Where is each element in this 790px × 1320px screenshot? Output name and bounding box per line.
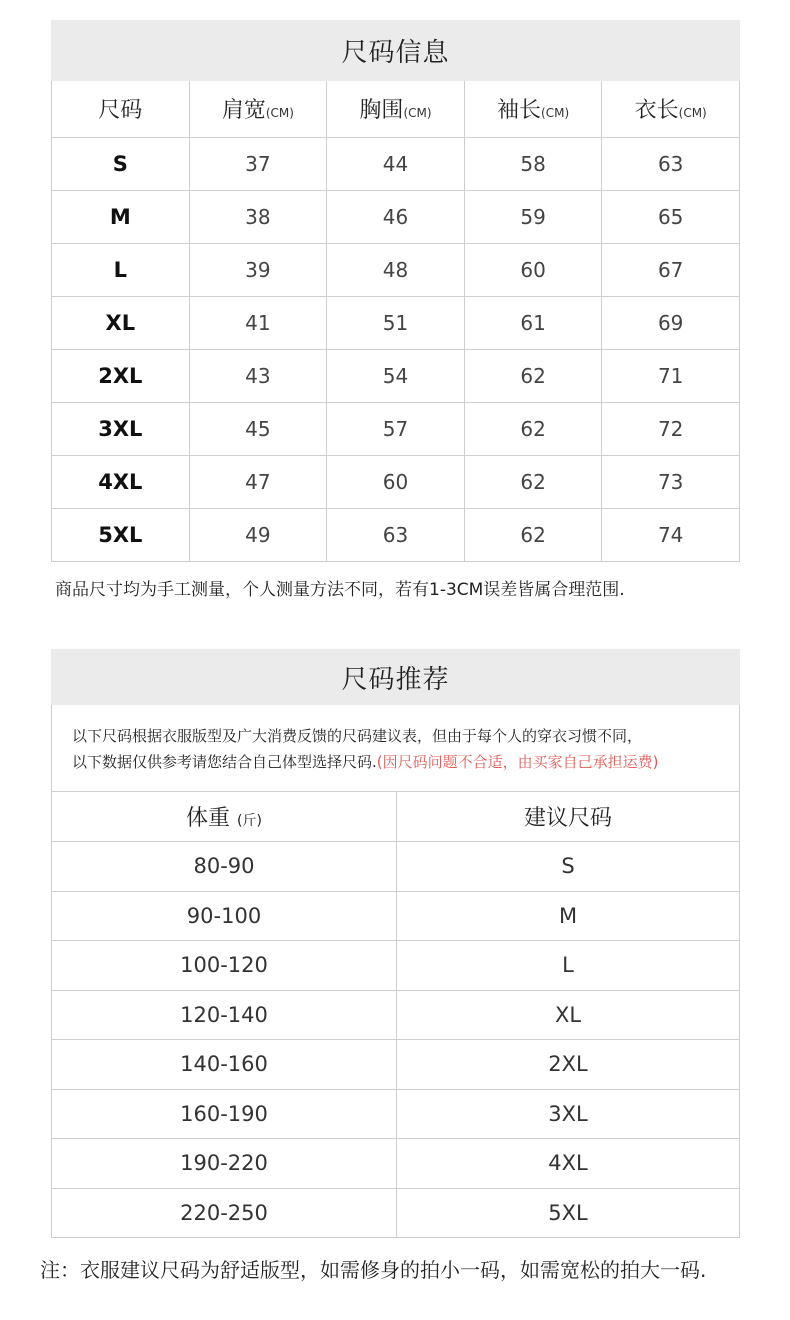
measurement-cell: 74	[602, 508, 740, 561]
size-label-cell: S	[52, 137, 190, 190]
size-info-table	[51, 81, 740, 562]
measurement-cell: 58	[464, 137, 602, 190]
measurement-cell: 41	[189, 296, 327, 349]
weight-range-cell: 100-120	[52, 941, 397, 991]
header-size: 尺码	[52, 81, 190, 137]
measurement-cell: 62	[464, 349, 602, 402]
measurement-cell: 38	[189, 190, 327, 243]
size-table-header-row	[52, 81, 740, 137]
table-row	[52, 190, 740, 243]
table-row	[52, 455, 740, 508]
measurement-cell: 63	[602, 137, 740, 190]
measurement-cell: 49	[189, 508, 327, 561]
shipping-warning: (因尺码问题不合适，由买家自己承担运费)	[376, 753, 659, 771]
size-label-cell: 4XL	[52, 455, 190, 508]
weight-range-cell: 140-160	[52, 1040, 397, 1090]
size-label-cell: 3XL	[52, 402, 190, 455]
header-shoulder: 肩宽(CM)	[189, 81, 327, 137]
size-recommend-table	[51, 791, 740, 1238]
suggested-size-cell: 3XL	[397, 1089, 740, 1139]
recommend-description	[51, 705, 740, 792]
measurement-cell: 60	[327, 455, 465, 508]
measurement-cell: 39	[189, 243, 327, 296]
measurement-cell: 48	[327, 243, 465, 296]
size-recommend-title: 尺码推荐	[51, 649, 740, 705]
measurement-cell: 61	[464, 296, 602, 349]
table-row	[52, 349, 740, 402]
measurement-cell: 71	[602, 349, 740, 402]
table-row	[52, 842, 740, 892]
measurement-cell: 62	[464, 402, 602, 455]
suggested-size-cell: 4XL	[397, 1139, 740, 1189]
measurement-cell: 57	[327, 402, 465, 455]
measurement-cell: 60	[464, 243, 602, 296]
measurement-cell: 51	[327, 296, 465, 349]
table-row	[52, 1188, 740, 1238]
size-label-cell: 2XL	[52, 349, 190, 402]
weight-range-cell: 120-140	[52, 990, 397, 1040]
table-row	[52, 1089, 740, 1139]
measurement-cell: 45	[189, 402, 327, 455]
table-row	[52, 296, 740, 349]
measurement-cell: 59	[464, 190, 602, 243]
measurement-cell: 43	[189, 349, 327, 402]
suggested-size-cell: S	[397, 842, 740, 892]
table-row	[52, 243, 740, 296]
size-label-cell: 5XL	[52, 508, 190, 561]
header-suggested-size: 建议尺码	[397, 792, 740, 842]
size-info-title: 尺码信息	[51, 20, 740, 81]
footer-note: 注：衣服建议尺码为舒适版型，如需修身的拍小一码，如需宽松的拍大一码.	[40, 1258, 707, 1282]
header-weight: 体重 (斤)	[52, 792, 397, 842]
measurement-cell: 62	[464, 508, 602, 561]
weight-range-cell: 160-190	[52, 1089, 397, 1139]
measurement-cell: 44	[327, 137, 465, 190]
header-chest: 胸围(CM)	[327, 81, 465, 137]
weight-range-cell: 80-90	[52, 842, 397, 892]
size-label-cell: M	[52, 190, 190, 243]
header-length: 衣长(CM)	[602, 81, 740, 137]
measurement-cell: 37	[189, 137, 327, 190]
suggested-size-cell: XL	[397, 990, 740, 1040]
measurement-cell: 67	[602, 243, 740, 296]
table-row	[52, 1139, 740, 1189]
measurement-cell: 72	[602, 402, 740, 455]
measurement-cell: 73	[602, 455, 740, 508]
suggested-size-cell: L	[397, 941, 740, 991]
measurement-cell: 63	[327, 508, 465, 561]
weight-range-cell: 90-100	[52, 891, 397, 941]
weight-range-cell: 220-250	[52, 1188, 397, 1238]
measurement-cell: 62	[464, 455, 602, 508]
recommend-desc-line1: 以下尺码根据衣服版型及广大消费反馈的尺码建议表，但由于每个人的穿衣习惯不同，	[72, 727, 643, 745]
table-row	[52, 1040, 740, 1090]
measurement-note: 商品尺寸均为手工测量，个人测量方法不同，若有1-3CM误差皆属合理范围.	[55, 580, 625, 600]
measurement-cell: 47	[189, 455, 327, 508]
table-row	[52, 137, 740, 190]
suggested-size-cell: 5XL	[397, 1188, 740, 1238]
table-row	[52, 508, 740, 561]
measurement-cell: 46	[327, 190, 465, 243]
table-row	[52, 891, 740, 941]
measurement-cell: 54	[327, 349, 465, 402]
size-label-cell: L	[52, 243, 190, 296]
table-row	[52, 990, 740, 1040]
recommend-header-row	[52, 792, 740, 842]
table-row	[52, 941, 740, 991]
size-label-cell: XL	[52, 296, 190, 349]
measurement-cell: 65	[602, 190, 740, 243]
suggested-size-cell: M	[397, 891, 740, 941]
suggested-size-cell: 2XL	[397, 1040, 740, 1090]
weight-range-cell: 190-220	[52, 1139, 397, 1189]
recommend-desc-line2: 以下数据仅供参考请您结合自己体型选择尺码.(因尺码问题不合适，由买家自己承担运费)	[72, 753, 659, 771]
header-sleeve: 袖长(CM)	[464, 81, 602, 137]
measurement-cell: 69	[602, 296, 740, 349]
table-row	[52, 402, 740, 455]
